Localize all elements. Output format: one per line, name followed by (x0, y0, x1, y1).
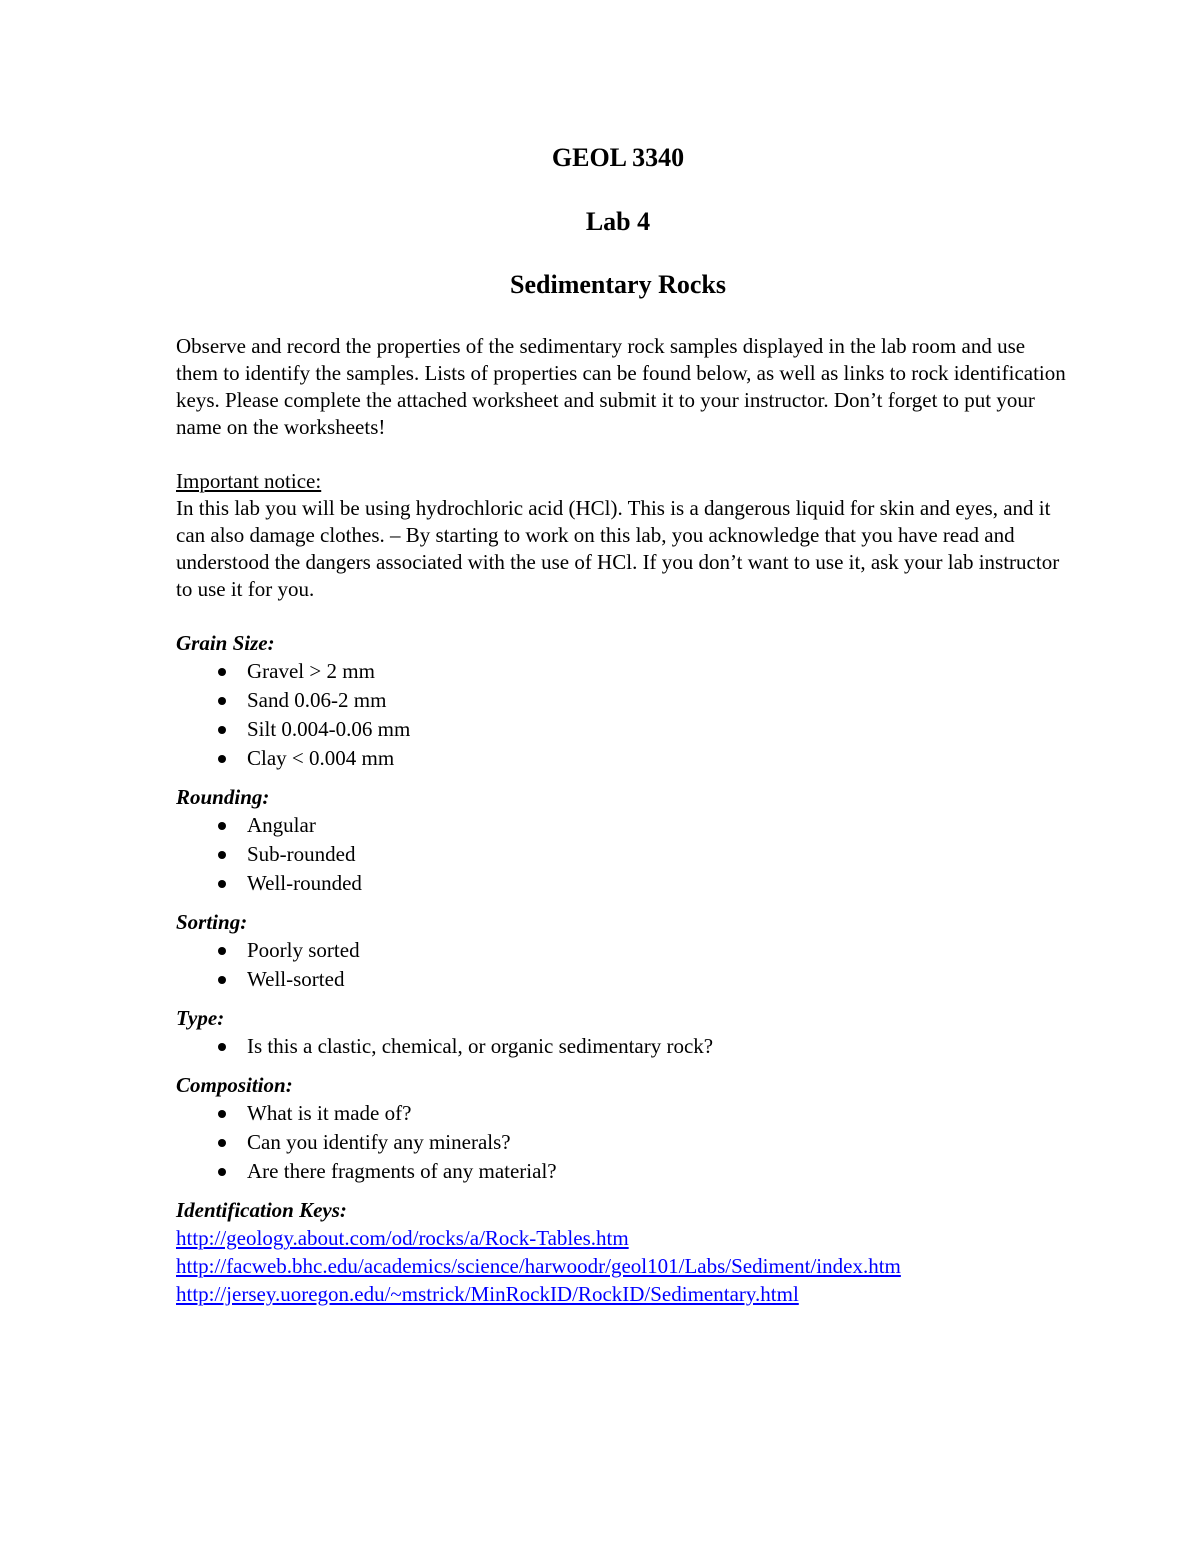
link-rock-tables[interactable]: http://geology.about.com/od/rocks/a/Rock-Tables.htm (176, 1226, 629, 1250)
bullet-icon (218, 1168, 226, 1176)
bullet-icon (218, 1110, 226, 1118)
composition-heading: Composition: (176, 1073, 293, 1097)
list-item: Are there fragments of any material? (176, 1157, 1066, 1186)
bullet-icon (218, 755, 226, 763)
intro-paragraph: Observe and record the properties of the sedimentary rock samples displayed in the lab room and use them to identify the samples. Lists of properties can be found below, as well as links to rock identification keys. Please complete the attached worksheet and submit it to your instructor. Don’t forget to put your name on the worksheets! (176, 334, 1066, 439)
sorting-list (176, 936, 1066, 994)
type-list (176, 1032, 1066, 1061)
rounding-heading: Rounding: (176, 785, 270, 809)
rounding-list (176, 811, 1066, 898)
list-item: Is this a clastic, chemical, or organic sedimentary rock? (176, 1032, 1066, 1061)
list-item: Sub-rounded (176, 840, 1066, 869)
sorting-heading: Sorting: (176, 910, 248, 934)
notice-label (176, 468, 1066, 495)
bullet-icon (218, 1043, 226, 1051)
composition-list (176, 1099, 1066, 1186)
bullet-icon (218, 976, 226, 984)
identification-links (176, 1224, 1066, 1308)
type-heading: Type: (176, 1006, 225, 1030)
list-item: What is it made of? (176, 1099, 1066, 1128)
notice-paragraph: In this lab you will be using hydrochloric acid (HCl). This is a dangerous liquid for skin and eyes, and it can also damage clothes. – By starting to work on this lab, you acknowledge that you have read and understood the dangers associated with the use of HCl. If you don’t want to use it, ask your lab instructor to use it for you. (176, 496, 1060, 601)
bullet-icon (218, 697, 226, 705)
grain-size-list (176, 657, 1066, 773)
lab-topic: Sedimentary Rocks (510, 270, 726, 299)
list-item: Angular (176, 811, 1066, 840)
list-item: Gravel > 2 mm (176, 657, 1066, 686)
list-item: Sand 0.06-2 mm (176, 686, 1066, 715)
bullet-icon (218, 668, 226, 676)
list-item: Well-sorted (176, 965, 1066, 994)
course-title: GEOL 3340 (551, 143, 685, 172)
lab-number: Lab 4 (585, 207, 651, 236)
bullet-icon (218, 851, 226, 859)
grain-size-heading: Grain Size: (176, 631, 275, 655)
link-uoregon-sedimentary[interactable]: http://jersey.uoregon.edu/~mstrick/MinRockID/RockID/Sedimentary.html (176, 1282, 799, 1306)
document-body (176, 333, 1066, 1308)
bullet-icon (218, 947, 226, 955)
bullet-icon (218, 726, 226, 734)
identification-keys-heading: Identification Keys: (176, 1198, 347, 1222)
list-item: Silt 0.004-0.06 mm (176, 715, 1066, 744)
list-item: Poorly sorted (176, 936, 1066, 965)
link-bhc-sediment[interactable]: http://facweb.bhc.edu/academics/science/harwoodr/geol101/Labs/Sediment/index.htm (176, 1254, 901, 1278)
bullet-icon (218, 1139, 226, 1147)
bullet-icon (218, 822, 226, 830)
list-item: Can you identify any minerals? (176, 1128, 1066, 1157)
bullet-icon (218, 880, 226, 888)
list-item: Clay < 0.004 mm (176, 744, 1066, 773)
notice-label-text: Important notice: (176, 469, 322, 493)
list-item: Well-rounded (176, 869, 1066, 898)
